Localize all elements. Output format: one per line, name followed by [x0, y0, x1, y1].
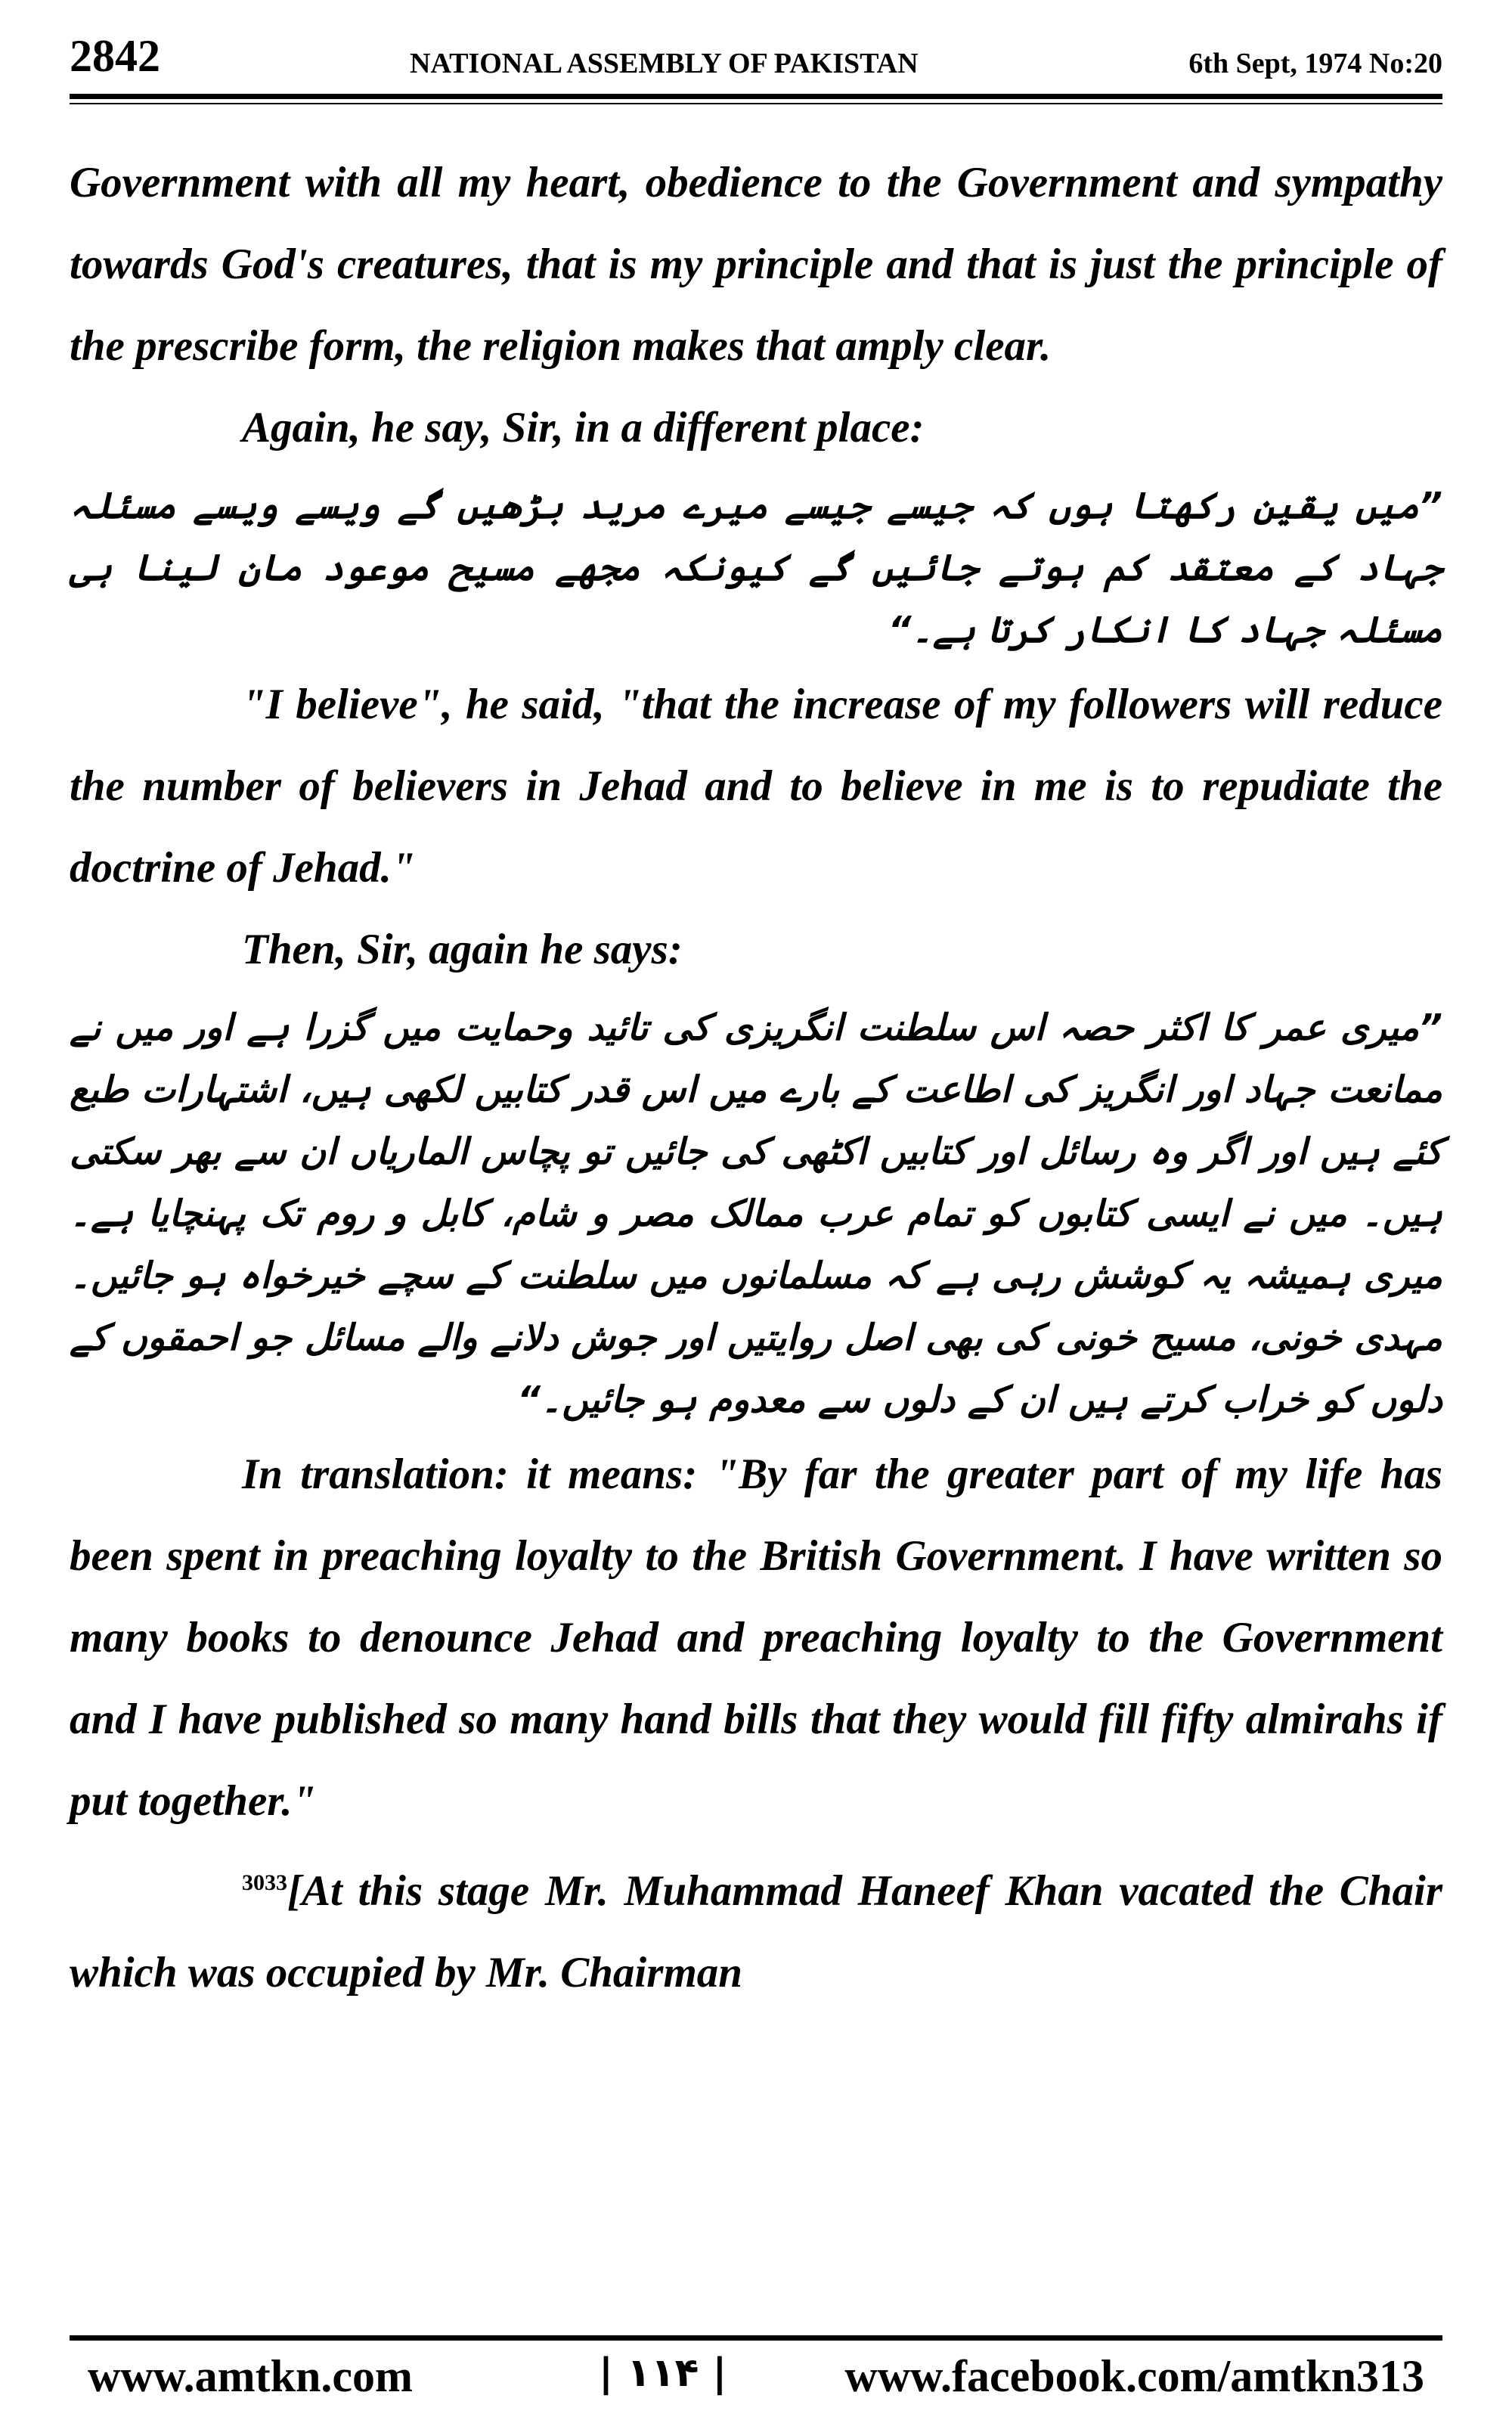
paragraph-3: "I believe", he said, "that the increase of my followers will reduce the number of believers in Jehad and to believe in me is to repudiate the doctrine of Jehad.": [70, 681, 1442, 892]
page-number: 2842: [70, 31, 160, 81]
footnote-marker: 3033: [242, 1870, 287, 1895]
footer-rule: [70, 2335, 1442, 2341]
page-header: [70, 30, 1442, 83]
footer-page-mark: | ۱۱۴ |: [599, 2350, 727, 2396]
paragraph-5: In translation: it means: "By far the greater part of my life has been spent in preaching loyalty to the British Government. I have written so many books to denounce Jehad and preaching loyalty to the Government and I have published so many hand bills that they would fill fifty almirahs if put together.": [70, 1450, 1442, 1825]
footer-facebook-link[interactable]: www.facebook.com/amtkn313: [844, 2351, 1424, 2401]
paragraph-6: [70, 1842, 1442, 2014]
footer-website-link[interactable]: www.amtkn.com: [88, 2351, 413, 2401]
date-issue: 6th Sept, 1974 No:20: [1188, 48, 1442, 79]
running-title: NATIONAL ASSEMBLY OF PAKISTAN: [410, 48, 919, 79]
paragraph-2: Again, he say, Sir, in a different place:: [242, 404, 925, 451]
page-body: [70, 142, 1442, 2014]
paragraph-1: Government with all my heart, obedience to the Government and sympathy towards God's creatures, that is my principle and that is just the principle of the prescribe form, the religion makes that amply clear.: [70, 159, 1442, 370]
header-rule-thin: [70, 103, 1442, 104]
page-footer: [70, 2350, 1442, 2403]
header-rule-thick: [70, 94, 1442, 99]
paragraph-6-text: [At this stage Mr. Muhammad Haneef Khan vacated the Chair which was occupied by Mr. Chairman: [70, 1867, 1442, 1996]
urdu-quote-1: ”میں یقین رکھتا ہوں کہ جیسے جیسے میرے مرید بڑھیں گے ویسے ویسے مسئلہ جہاد کے معتقد کم ہوتے جائیں گے کیونکہ مجھے مسیح موعود مان لینا ہی مسئلہ جہاد کا انکار کرتا ہے۔“: [70, 485, 1442, 651]
urdu-quote-2: ”میری عمر کا اکثر حصہ اس سلطنت انگریزی کی تائید وحمایت میں گزرا ہے اور میں نے ممانعت جہاد اور انگریز کی اطاعت کے بارے میں اس قدر کتابیں لکھی ہیں، اشتہارات طبع کئے ہیں اور اگر وہ رسائل اور کتابیں اکٹھی کی جائیں تو پچاس الماریاں ان سے بھر سکتی ہیں۔ میں نے ایسی کتابوں کو تمام عرب ممالک مصر و شام، کابل و روم تک پہنچایا ہے۔ میری ہمیشہ یہ کوشش رہی ہے کہ مسلمانوں میں سلطنت کے سچے خیرخواہ ہو جائیں۔ مہدی خونی، مسیح خونی کی بھی اصل روایتیں اور جوش دلانے والے مسائل جو احمقوں کے دلوں کو خراب کرتے ہیں ان کے دلوں سے معدوم ہو جائیں۔“: [70, 1007, 1443, 1421]
paragraph-4: Then, Sir, again he says:: [242, 926, 683, 973]
